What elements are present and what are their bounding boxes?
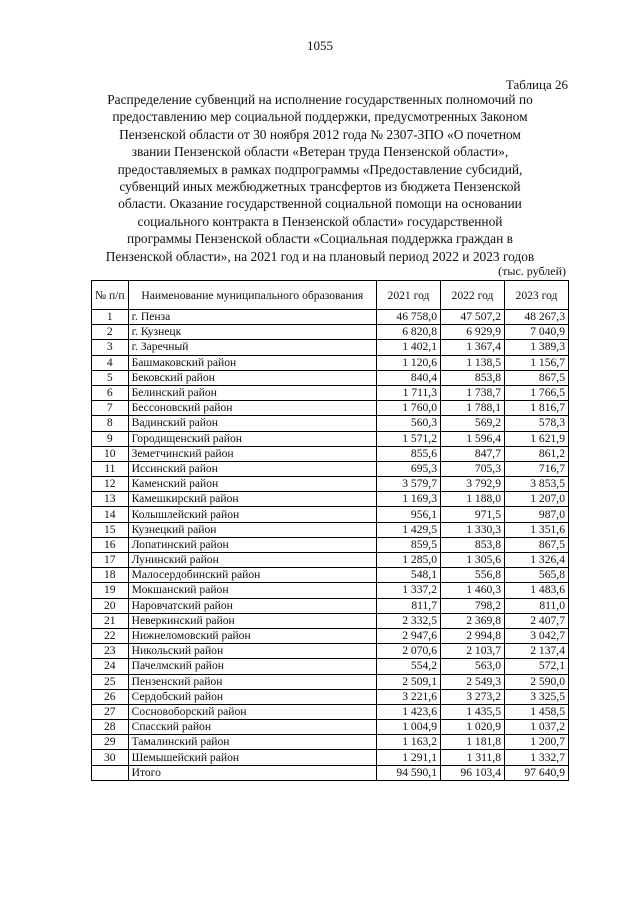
table-row <box>92 735 569 750</box>
value-2023-cell: 1 621,9 <box>505 431 569 446</box>
value-2022-cell: 1 020,9 <box>441 720 505 735</box>
value-2021-cell: 811,7 <box>377 598 441 613</box>
value-2023-cell: 2 407,7 <box>505 613 569 628</box>
value-2023-cell: 1 766,5 <box>505 385 569 400</box>
title-line: программы Пензенской области «Социальная поддержка граждан в <box>127 231 513 247</box>
value-2022-cell: 847,7 <box>441 446 505 461</box>
value-2021-cell: 695,3 <box>377 461 441 476</box>
table-row <box>92 704 569 719</box>
value-2022-cell: 1 181,8 <box>441 735 505 750</box>
value-2023-cell: 97 640,9 <box>505 765 569 780</box>
table-body <box>92 310 569 781</box>
row-number-cell: 3 <box>92 340 129 355</box>
row-number-cell: 11 <box>92 461 129 476</box>
row-number-cell: 6 <box>92 385 129 400</box>
municipality-cell: Сосновоборский район <box>128 704 376 719</box>
title-line: звании Пензенской области «Ветеран труда Пензенской области», <box>131 144 509 160</box>
municipality-cell: Вадинский район <box>128 416 376 431</box>
value-2023-cell: 1 037,2 <box>505 720 569 735</box>
document-title <box>70 91 570 265</box>
row-number-cell: 1 <box>92 310 129 325</box>
value-2022-cell: 1 460,3 <box>441 583 505 598</box>
municipality-cell: Мокшанский район <box>128 583 376 598</box>
value-2023-cell: 1 156,7 <box>505 355 569 370</box>
row-number-cell: 25 <box>92 674 129 689</box>
table-row <box>92 325 569 340</box>
municipality-cell: г. Кузнецк <box>128 325 376 340</box>
row-number-cell: 19 <box>92 583 129 598</box>
value-2023-cell: 578,3 <box>505 416 569 431</box>
value-2023-cell: 1 483,6 <box>505 583 569 598</box>
value-2021-cell: 548,1 <box>377 568 441 583</box>
row-number-cell: 2 <box>92 325 129 340</box>
value-2021-cell: 1 120,6 <box>377 355 441 370</box>
subvention-table <box>91 280 569 781</box>
value-2021-cell: 554,2 <box>377 659 441 674</box>
municipality-cell: Тамалинский район <box>128 735 376 750</box>
row-number-cell: 21 <box>92 613 129 628</box>
value-2021-cell: 560,3 <box>377 416 441 431</box>
value-2023-cell: 867,5 <box>505 370 569 385</box>
table-row <box>92 507 569 522</box>
header-2021: 2021 год <box>377 281 441 310</box>
title-line: предоставляемых в рамках подпрограммы «Предоставление субсидий, <box>117 161 523 177</box>
row-number-cell: 5 <box>92 370 129 385</box>
table-row <box>92 628 569 643</box>
municipality-cell: Неверкинский район <box>128 613 376 628</box>
row-number-cell: 24 <box>92 659 129 674</box>
table-row <box>92 461 569 476</box>
row-number-cell: 14 <box>92 507 129 522</box>
value-2022-cell: 2 994,8 <box>441 628 505 643</box>
table-row <box>92 340 569 355</box>
table-row <box>92 674 569 689</box>
value-2022-cell: 1 311,8 <box>441 750 505 765</box>
table-row <box>92 370 569 385</box>
value-2021-cell: 1 760,0 <box>377 401 441 416</box>
row-number-cell: 29 <box>92 735 129 750</box>
municipality-cell: Нижнеломовский район <box>128 628 376 643</box>
value-2022-cell: 1 788,1 <box>441 401 505 416</box>
value-2021-cell: 1 711,3 <box>377 385 441 400</box>
header-2022: 2022 год <box>441 281 505 310</box>
value-2023-cell: 811,0 <box>505 598 569 613</box>
value-2021-cell: 2 070,6 <box>377 644 441 659</box>
row-number-cell: 16 <box>92 537 129 552</box>
value-2021-cell: 1 291,1 <box>377 750 441 765</box>
table-row <box>92 416 569 431</box>
value-2022-cell: 2 103,7 <box>441 644 505 659</box>
header-municipality: Наименование муниципального образования <box>128 281 376 310</box>
table-label: Таблица 26 <box>505 77 568 92</box>
municipality-cell: Земетчинский район <box>128 446 376 461</box>
municipality-cell: Сердобский район <box>128 689 376 704</box>
value-2023-cell: 1 326,4 <box>505 553 569 568</box>
value-2023-cell: 1 389,3 <box>505 340 569 355</box>
table-row <box>92 446 569 461</box>
row-number-cell: 4 <box>92 355 129 370</box>
value-2021-cell: 1 163,2 <box>377 735 441 750</box>
municipality-cell: Шемышейский район <box>128 750 376 765</box>
total-row <box>92 765 569 780</box>
value-2022-cell: 1 435,5 <box>441 704 505 719</box>
table-row <box>92 613 569 628</box>
title-line: Пензенской области», на 2021 год и на плановый период 2022 и 2023 годов <box>105 248 535 264</box>
municipality-cell: Бессоновский район <box>128 401 376 416</box>
table-row <box>92 355 569 370</box>
table-row <box>92 720 569 735</box>
value-2022-cell: 1 330,3 <box>441 522 505 537</box>
row-number-cell: 20 <box>92 598 129 613</box>
header-number: № п/п <box>92 281 129 310</box>
value-2023-cell: 987,0 <box>505 507 569 522</box>
municipality-cell: Кузнецкий район <box>128 522 376 537</box>
value-2021-cell: 2 332,5 <box>377 613 441 628</box>
value-2022-cell: 1 596,4 <box>441 431 505 446</box>
value-2022-cell: 6 929,9 <box>441 325 505 340</box>
value-2023-cell: 861,2 <box>505 446 569 461</box>
value-2023-cell: 1 332,7 <box>505 750 569 765</box>
municipality-cell: Никольский район <box>128 644 376 659</box>
value-2023-cell: 572,1 <box>505 659 569 674</box>
value-2023-cell: 1 207,0 <box>505 492 569 507</box>
table-row <box>92 431 569 446</box>
value-2022-cell: 1 188,0 <box>441 492 505 507</box>
table-row <box>92 583 569 598</box>
value-2023-cell: 1 200,7 <box>505 735 569 750</box>
page-number: 1055 <box>307 38 333 53</box>
value-2021-cell: 1 429,5 <box>377 522 441 537</box>
table-row <box>92 553 569 568</box>
value-2022-cell: 3 792,9 <box>441 477 505 492</box>
value-2022-cell: 853,8 <box>441 370 505 385</box>
municipality-cell: г. Пенза <box>128 310 376 325</box>
value-2023-cell: 1 351,6 <box>505 522 569 537</box>
row-number-cell: 18 <box>92 568 129 583</box>
value-2022-cell: 556,8 <box>441 568 505 583</box>
value-2022-cell: 971,5 <box>441 507 505 522</box>
table-row <box>92 310 569 325</box>
value-2021-cell: 1 285,0 <box>377 553 441 568</box>
value-2021-cell: 1 402,1 <box>377 340 441 355</box>
header-2023: 2023 год <box>505 281 569 310</box>
value-2023-cell: 3 325,5 <box>505 689 569 704</box>
municipality-cell: Иссинский район <box>128 461 376 476</box>
value-2021-cell: 1 169,3 <box>377 492 441 507</box>
value-2022-cell: 47 507,2 <box>441 310 505 325</box>
row-number-cell: 28 <box>92 720 129 735</box>
row-number-cell: 8 <box>92 416 129 431</box>
value-2021-cell: 1 571,2 <box>377 431 441 446</box>
municipality-cell: Наровчатский район <box>128 598 376 613</box>
value-2021-cell: 859,5 <box>377 537 441 552</box>
value-2021-cell: 3 221,6 <box>377 689 441 704</box>
row-number-cell: 22 <box>92 628 129 643</box>
row-number-cell <box>92 765 129 780</box>
title-line: области. Оказание государственной социальной помощи на основании <box>118 196 522 212</box>
value-2022-cell: 705,3 <box>441 461 505 476</box>
table-header-row <box>92 281 569 310</box>
value-2023-cell: 3 042,7 <box>505 628 569 643</box>
municipality-cell: Каменский район <box>128 477 376 492</box>
value-2022-cell: 798,2 <box>441 598 505 613</box>
value-2021-cell: 855,6 <box>377 446 441 461</box>
value-2023-cell: 716,7 <box>505 461 569 476</box>
municipality-cell: Лопатинский район <box>128 537 376 552</box>
municipality-cell: г. Заречный <box>128 340 376 355</box>
municipality-cell: Пензенский район <box>128 674 376 689</box>
municipality-cell: Бековский район <box>128 370 376 385</box>
value-2023-cell: 565,8 <box>505 568 569 583</box>
municipality-cell: Малосердобинский район <box>128 568 376 583</box>
table-row <box>92 477 569 492</box>
table-row <box>92 644 569 659</box>
value-2022-cell: 563,0 <box>441 659 505 674</box>
table-row <box>92 385 569 400</box>
value-2021-cell: 94 590,1 <box>377 765 441 780</box>
title-line: социального контракта в Пензенской области» государственной <box>137 213 503 229</box>
municipality-cell: Колышлейский район <box>128 507 376 522</box>
row-number-cell: 13 <box>92 492 129 507</box>
units-label: (тыс. рублей) <box>498 264 566 278</box>
municipality-cell: Итого <box>128 765 376 780</box>
row-number-cell: 30 <box>92 750 129 765</box>
value-2021-cell: 956,1 <box>377 507 441 522</box>
table-row <box>92 492 569 507</box>
value-2022-cell: 3 273,2 <box>441 689 505 704</box>
value-2023-cell: 7 040,9 <box>505 325 569 340</box>
municipality-cell: Спасский район <box>128 720 376 735</box>
value-2023-cell: 2 137,4 <box>505 644 569 659</box>
value-2021-cell: 6 820,8 <box>377 325 441 340</box>
value-2022-cell: 96 103,4 <box>441 765 505 780</box>
value-2021-cell: 1 423,6 <box>377 704 441 719</box>
value-2021-cell: 2 947,6 <box>377 628 441 643</box>
table-row <box>92 568 569 583</box>
value-2022-cell: 569,2 <box>441 416 505 431</box>
value-2022-cell: 1 138,5 <box>441 355 505 370</box>
row-number-cell: 23 <box>92 644 129 659</box>
row-number-cell: 27 <box>92 704 129 719</box>
title-line: Распределение субвенций на исполнение государственных полномочий по <box>107 92 533 107</box>
table-row <box>92 537 569 552</box>
title-line: субвенций иных межбюджетных трансфертов из бюджета Пензенской <box>119 179 521 195</box>
value-2023-cell: 1 458,5 <box>505 704 569 719</box>
municipality-cell: Лунинский район <box>128 553 376 568</box>
row-number-cell: 7 <box>92 401 129 416</box>
municipality-cell: Башмаковский район <box>128 355 376 370</box>
municipality-cell: Городищенский район <box>128 431 376 446</box>
value-2023-cell: 48 267,3 <box>505 310 569 325</box>
value-2022-cell: 1 305,6 <box>441 553 505 568</box>
value-2022-cell: 2 369,8 <box>441 613 505 628</box>
value-2021-cell: 1 004,9 <box>377 720 441 735</box>
value-2021-cell: 3 579,7 <box>377 477 441 492</box>
row-number-cell: 12 <box>92 477 129 492</box>
row-number-cell: 26 <box>92 689 129 704</box>
table-row <box>92 689 569 704</box>
value-2021-cell: 840,4 <box>377 370 441 385</box>
table-row <box>92 659 569 674</box>
value-2022-cell: 1 738,7 <box>441 385 505 400</box>
row-number-cell: 17 <box>92 553 129 568</box>
value-2022-cell: 1 367,4 <box>441 340 505 355</box>
value-2021-cell: 1 337,2 <box>377 583 441 598</box>
row-number-cell: 15 <box>92 522 129 537</box>
value-2022-cell: 853,8 <box>441 537 505 552</box>
value-2022-cell: 2 549,3 <box>441 674 505 689</box>
table-row <box>92 598 569 613</box>
value-2023-cell: 867,5 <box>505 537 569 552</box>
municipality-cell: Белинский район <box>128 385 376 400</box>
municipality-cell: Пачелмский район <box>128 659 376 674</box>
table-row <box>92 750 569 765</box>
title-line: предоставлению мер социальной поддержки, предусмотренных Законом <box>112 109 528 125</box>
municipality-cell: Камешкирский район <box>128 492 376 507</box>
table-row <box>92 522 569 537</box>
value-2023-cell: 1 816,7 <box>505 401 569 416</box>
title-line: Пензенской области от 30 ноября 2012 года № 2307-ЗПО «О почетном <box>119 126 521 142</box>
value-2023-cell: 3 853,5 <box>505 477 569 492</box>
row-number-cell: 9 <box>92 431 129 446</box>
row-number-cell: 10 <box>92 446 129 461</box>
value-2021-cell: 46 758,0 <box>377 310 441 325</box>
value-2021-cell: 2 509,1 <box>377 674 441 689</box>
value-2023-cell: 2 590,0 <box>505 674 569 689</box>
table-row <box>92 401 569 416</box>
